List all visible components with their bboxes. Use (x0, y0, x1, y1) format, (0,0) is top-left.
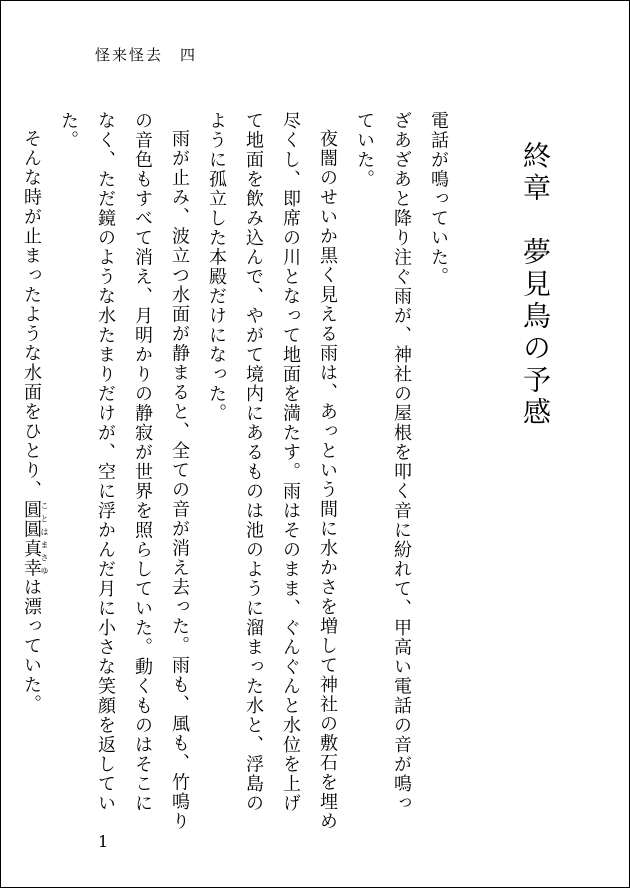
vertical-body-text (13, 111, 565, 831)
character-name-base: 圓圓真幸 (21, 499, 42, 578)
character-name (21, 499, 49, 578)
paragraph-2: ざあざあと降り注ぐ雨が、神社の屋根を叩く音に紛れて、甲高い電話の音が鳴っていた。 (354, 111, 412, 813)
running-header: 怪来怪去 四 (95, 46, 198, 64)
paragraph-1: 電話が鳴っていた。 (428, 111, 449, 287)
paragraph-5 (13, 111, 50, 831)
chapter-title: 終章 夢見鳥の予感 (519, 141, 552, 429)
page-number: 1 (98, 832, 109, 851)
paragraph-5-tail: は漂っていた。 (21, 577, 42, 714)
character-name-reading: ことはまさゆ (40, 499, 49, 578)
paragraph-5-lead: そんな時が止まったような水面をひとり、 (21, 129, 42, 500)
paragraph-3: 夜闇のせいか黒く見える雨は、あっという間に水かさを増して神社の敷石を埋め尽くし、即席の川となって地面を満たす。雨はそのまま、ぐんぐんと水位を上げて地面を飲み込んで、やがて境内にあるものは池のように溜まった水と、浮島のように孤立した本殿だけになった。 (206, 111, 338, 831)
paragraph-4: 雨が止み、波立つ水面が静まると、全ての音が消え去った。雨も、風も、竹鳴りの音色もすべて消え、月明かりの静寂が世界を照らしていた。動くものはそこになく、ただ鏡のような水たまりだけが、空に浮かんだ月に小さな笑顔を返していた。 (58, 111, 190, 831)
